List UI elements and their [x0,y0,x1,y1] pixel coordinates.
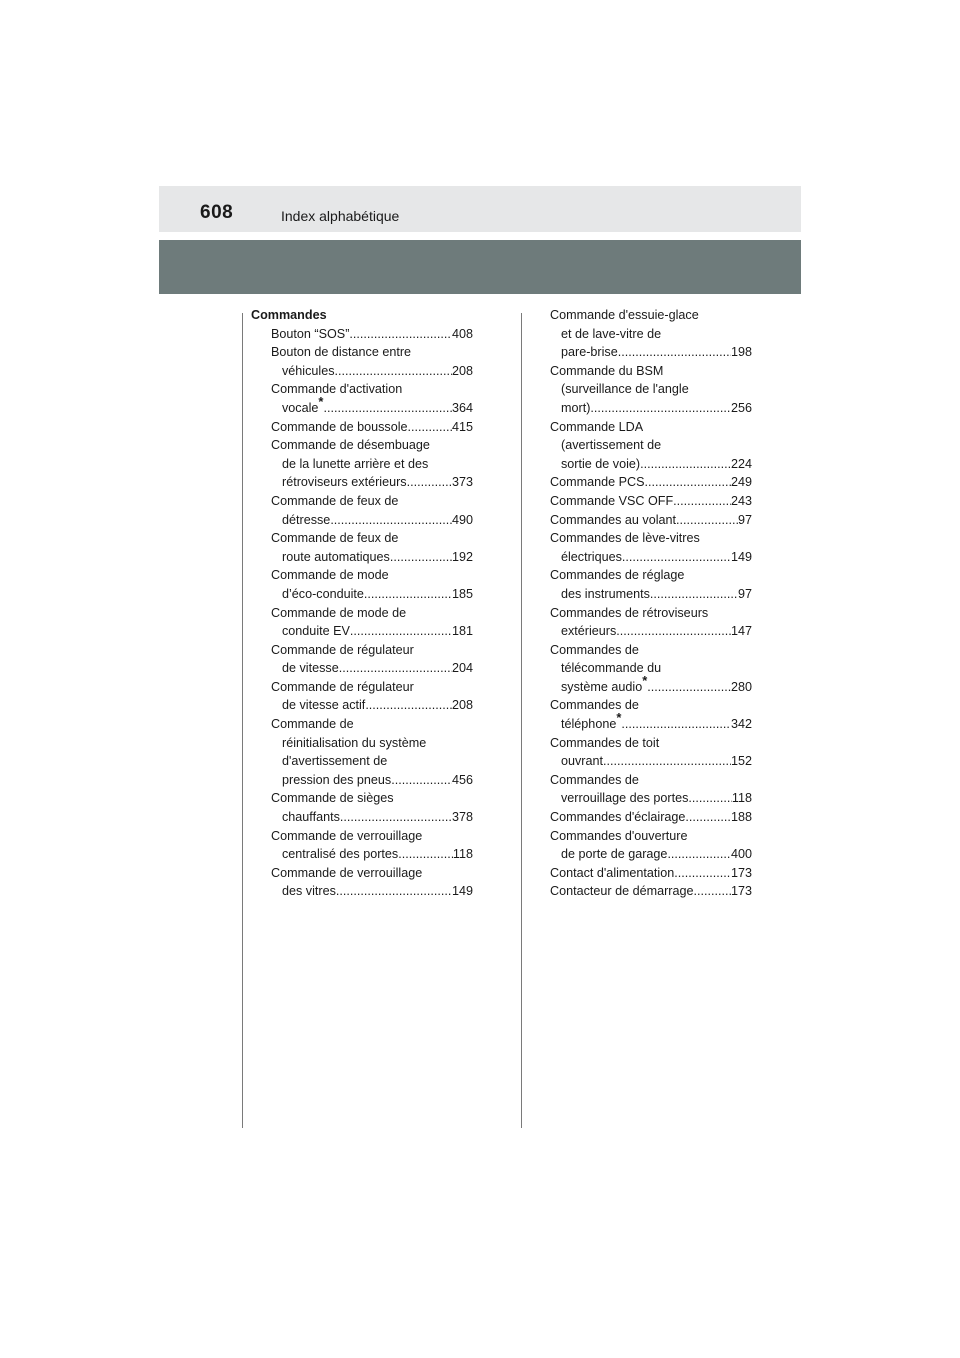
left-column-rule [242,313,243,1128]
index-entry-label: Commandes d'ouverture [550,828,688,843]
dot-leader [339,659,452,678]
index-entry-label: mort) [561,400,591,415]
page-reference: 364 [451,400,473,415]
index-entry-label: vocale* [282,393,324,415]
index-entry [550,585,752,604]
index-entry [251,393,473,418]
index-entry [251,585,473,604]
index-entry [550,882,752,901]
page-reference: 188 [730,810,752,825]
index-entry-label: des vitres [282,884,336,899]
dot-leader [622,548,731,567]
dot-leader [647,678,731,697]
index-entry-label: verrouillage des portes [561,791,689,806]
index-entry-label: téléphone* [561,710,622,732]
index-entry [251,845,473,864]
dot-leader [407,473,452,492]
index-entry-label: centralisé des portes [282,847,399,862]
dot-leader [603,752,731,771]
index-entry-label: Bouton “SOS” [271,326,350,341]
page-reference: 342 [730,717,752,732]
index-entry [550,845,752,864]
asterisk-footnote-mark: * [318,393,324,409]
asterisk-footnote-mark: * [642,672,648,688]
index-entry-label: (surveillance de l'angle [561,382,689,397]
index-entry-label: d'avertissement de [282,754,388,769]
dot-leader [408,418,452,437]
index-entry-label: Commande de régulateur [271,679,414,694]
page-reference: 456 [451,772,473,787]
index-entries-right [550,306,752,901]
index-entry-label: Commande de feux de [271,493,399,508]
index-entry-text [550,362,752,381]
page-reference: 408 [451,326,473,341]
index-entry-label: Commande de verrouillage [271,865,423,880]
right-column-rule [521,313,522,1128]
index-entry [251,362,473,381]
dot-leader [349,325,452,344]
page-reference: 147 [730,624,752,639]
index-entry-label: Commandes de [550,772,639,787]
index-entry-label: Commande de boussole [271,419,408,434]
section-color-band [159,240,801,294]
index-entry-label: Commande PCS [550,475,645,490]
dot-leader [340,808,452,827]
index-entry [251,473,473,492]
index-entry-label: Commande de verrouillage [271,828,423,843]
page-reference: 149 [730,549,752,564]
index-entry [550,808,752,827]
index-entry-label: Commande VSC OFF [550,493,674,508]
dot-leader [398,845,453,864]
dot-leader [621,715,731,734]
index-entry [550,455,752,474]
dot-leader [616,622,731,641]
index-entry-text [251,678,473,697]
dot-leader [650,585,738,604]
index-entry-text [550,436,752,455]
index-column-right [550,306,752,901]
page-reference: 280 [730,679,752,694]
index-entry-label: sortie de voie) [561,456,641,471]
page-reference: 173 [730,884,752,899]
index-entry [550,548,752,567]
page-reference: 181 [451,624,473,639]
index-entry-label: de porte de garage [561,847,668,862]
dot-leader [694,882,731,901]
page-reference: 490 [451,512,473,527]
index-entry [251,548,473,567]
index-entry-label: route automatiques [282,549,390,564]
index-entry-text [550,696,752,715]
index-entry-label: pression des pneus [282,772,392,787]
index-entry-text [550,306,752,325]
index-entry-text [251,827,473,846]
index-entry [550,710,752,734]
index-entry-label: d’éco-conduite [282,586,364,601]
index-entry-text [251,455,473,474]
index-entry [251,622,473,641]
index-entry-label: Commande de feux de [271,531,399,546]
index-entry-label: véhicules [282,363,335,378]
index-entry-text [550,734,752,753]
page-reference: 208 [451,698,473,713]
section-title: Index alphabétique [281,208,400,224]
index-entry-text [251,752,473,771]
dot-leader [673,492,731,511]
index-entry-label: rétroviseurs extérieurs [282,475,407,490]
page-reference: 97 [737,512,752,527]
index-entry-text [550,418,752,437]
index-entry [251,882,473,901]
index-entry [550,672,752,697]
index-entry-text [251,566,473,585]
index-entry [550,622,752,641]
index-entry-label: chauffants [282,810,340,825]
dot-leader [330,511,452,530]
page-reference: 415 [451,419,473,434]
index-entry [251,511,473,530]
page-reference: 97 [737,586,752,601]
index-entry-label: Commandes de [550,642,639,657]
index-entry-text [251,380,473,399]
dot-leader [323,399,452,418]
index-entry [550,789,752,808]
page-reference: 249 [730,475,752,490]
page-reference: 378 [451,810,473,825]
index-entry-label: Bouton de distance entre [271,345,412,360]
dot-leader [618,343,731,362]
index-heading: Commandes [251,308,327,322]
asterisk-footnote-mark: * [616,710,622,726]
index-entry-label: Commandes de [550,698,639,713]
index-entry-label: système audio* [561,672,648,694]
page-reference: 118 [452,847,473,862]
index-entry-text [251,604,473,623]
index-entry-label: électriques [561,549,622,564]
page-reference: 373 [451,475,473,490]
dot-leader [365,696,452,715]
index-entry-label: télécommande du [561,661,662,676]
index-entry-text [251,864,473,883]
page-reference: 243 [730,493,752,508]
index-entry-label: Commande de sièges [271,791,394,806]
dot-leader [335,362,452,381]
dot-leader [640,455,731,474]
index-entry-label: Commande d'activation [271,382,403,397]
index-entry [550,511,752,530]
index-entry [550,752,752,771]
index-entry-label: Contact d'alimentation [550,865,675,880]
page-reference: 198 [730,345,752,360]
index-entry-label: Commande de régulateur [271,642,414,657]
index-entry-label: Commandes d'éclairage [550,810,686,825]
index-entry-label: pare-brise [561,345,618,360]
index-entry-label: de vitesse [282,661,339,676]
index-entry-label: Commande LDA [550,419,644,434]
index-entry [251,771,473,790]
index-entry-label: Commande de mode [271,568,389,583]
index-entry-label: de vitesse actif [282,698,366,713]
page-reference: 173 [730,865,752,880]
index-entry-label: (avertissement de [561,438,662,453]
index-entry-text [251,343,473,362]
index-entry-label: conduite EV [282,624,350,639]
index-entry [251,418,473,437]
index-entry-label: Commande de mode de [271,605,407,620]
index-entry-label: réinitialisation du système [282,735,427,750]
index-entry-text [550,604,752,623]
index-entry [550,343,752,362]
index-entry [251,696,473,715]
index-entry-label: Commande de désembuage [271,438,430,453]
page-reference: 149 [451,884,473,899]
dot-leader [364,585,452,604]
index-entry-text [251,734,473,753]
index-entry-label: Commandes de toit [550,735,660,750]
index-entry-text [251,641,473,660]
index-entry-label: des instruments [561,586,650,601]
dot-leader [390,548,452,567]
index-entry [251,325,473,344]
dot-leader [391,771,452,790]
index-entry-text [550,566,752,585]
dot-leader [590,399,731,418]
index-entry-text [251,492,473,511]
index-entry-label: Commande d'essuie-glace [550,308,699,322]
page-reference: 152 [730,754,752,769]
index-entry [550,864,752,883]
page-reference: 204 [451,661,473,676]
index-entry-label: Commande du BSM [550,363,664,378]
dot-leader [336,882,452,901]
index-entry-text [550,529,752,548]
index-entry-text [550,827,752,846]
index-entry [550,473,752,492]
index-entry-label: Commandes au volant [550,512,677,527]
index-entry-label: Commande de [271,717,354,732]
index-entry-label: ouvrant [561,754,604,769]
page-number: 608 [200,202,234,223]
index-entry-label: de la lunette arrière et des [282,456,429,471]
index-entry-label: Commandes de réglage [550,568,685,583]
header-band [159,186,801,232]
index-entry-text [550,380,752,399]
index-entry-text [251,715,473,734]
index-entry-text [550,641,752,660]
index-entry-text [550,325,752,344]
dot-leader [350,622,452,641]
index-entry-text [550,659,752,678]
page-reference: 192 [451,549,473,564]
index-entry-text [550,771,752,790]
index-entry-text [251,436,473,455]
index-entry-label: détresse [282,512,331,527]
page-reference: 224 [730,456,752,471]
page-reference: 185 [451,586,473,601]
index-entry-label: Commandes de rétroviseurs [550,605,709,620]
index-entry [251,659,473,678]
index-entry [550,492,752,511]
index-entry-label: Commandes de lève-vitres [550,531,700,546]
page-reference: 400 [730,847,752,862]
index-entry-text [251,789,473,808]
index-column-left [251,306,473,901]
index-entry-text [251,529,473,548]
page-reference: 256 [730,400,752,415]
page-reference: 208 [451,363,473,378]
index-entry [550,399,752,418]
dot-leader [688,789,732,808]
page-reference: 118 [731,791,752,806]
dot-leader [674,864,731,883]
dot-leader [685,808,731,827]
dot-leader [676,511,738,530]
index-entries-left [251,325,473,901]
index-entry [251,808,473,827]
dot-leader [667,845,731,864]
index-entry-label: et de lave-vitre de [561,326,662,341]
index-entry-label: extérieurs [561,624,617,639]
index-entry-label: Contacteur de démarrage [550,884,694,899]
dot-leader [645,473,731,492]
